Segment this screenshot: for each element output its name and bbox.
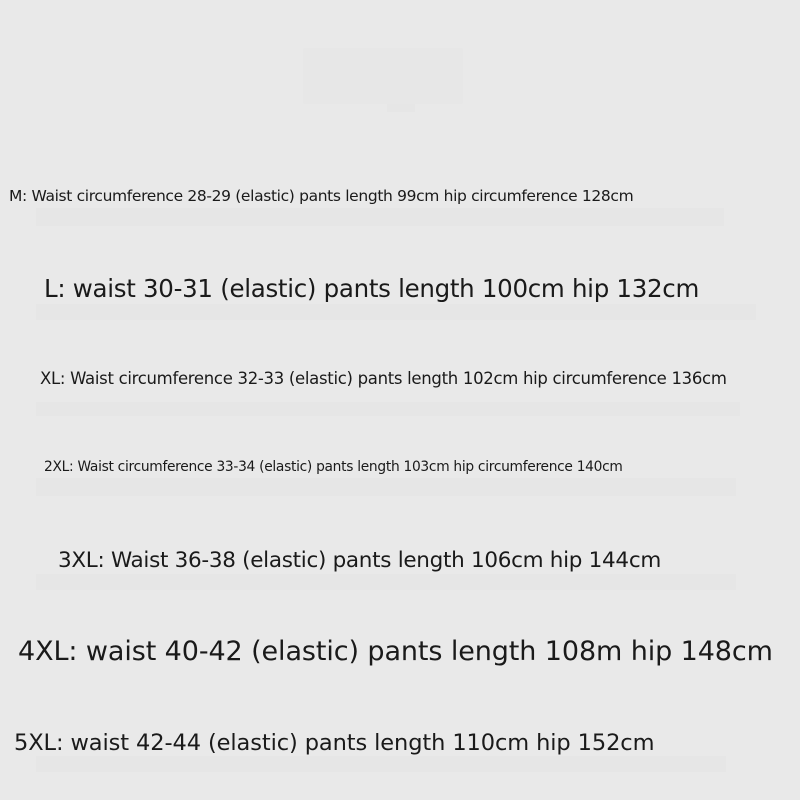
size-row-l: L: waist 30-31 (elastic) pants length 100cm hip 132cm	[44, 274, 700, 303]
faded-placeholder-tab	[387, 104, 415, 112]
faded-band	[36, 402, 740, 416]
faded-band	[36, 756, 726, 772]
size-row-5xl: 5XL: waist 42-44 (elastic) pants length 110cm hip 152cm	[14, 730, 655, 756]
faded-band	[36, 574, 736, 590]
size-row-4xl: 4XL: waist 40-42 (elastic) pants length 108m hip 148cm	[18, 636, 773, 667]
faded-band	[36, 478, 736, 496]
faded-placeholder-box	[303, 48, 463, 104]
size-row-2xl: 2XL: Waist circumference 33-34 (elastic) pants length 103cm hip circumference 140cm	[44, 459, 623, 475]
faded-band	[36, 208, 724, 226]
faded-band	[36, 304, 756, 320]
size-row-3xl: 3XL: Waist 36-38 (elastic) pants length 106cm hip 144cm	[58, 548, 661, 573]
size-row-m: M: Waist circumference 28-29 (elastic) pants length 99cm hip circumference 128cm	[9, 187, 634, 205]
size-row-xl: XL: Waist circumference 32-33 (elastic) pants length 102cm hip circumference 136cm	[40, 369, 727, 388]
